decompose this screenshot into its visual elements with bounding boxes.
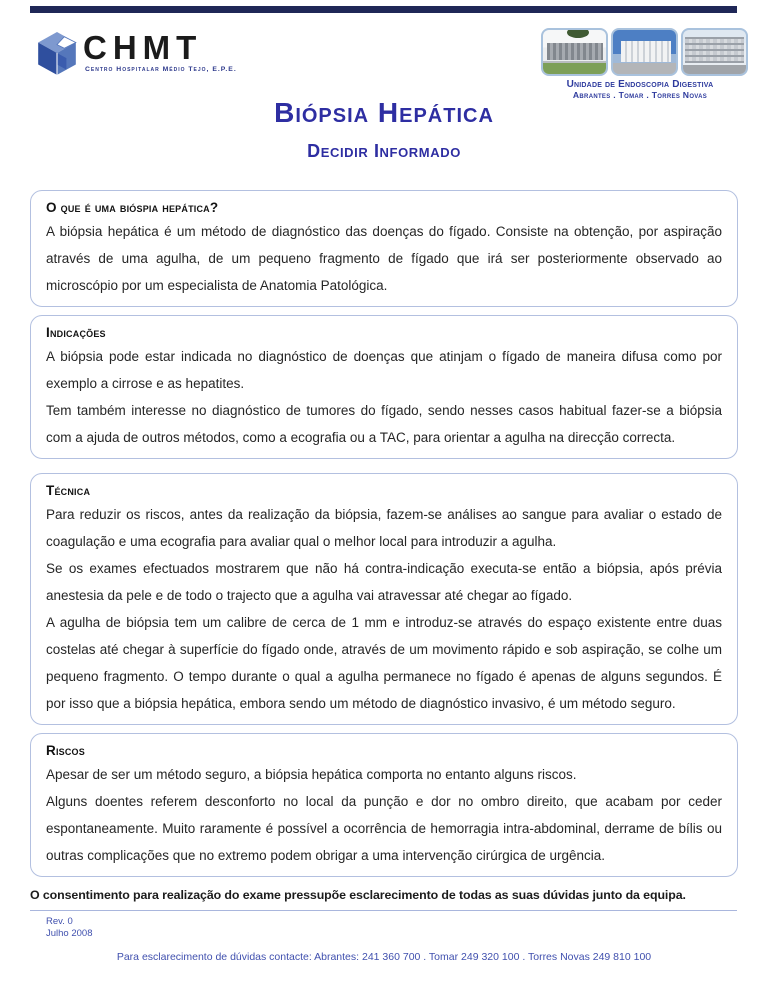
top-rule-bar xyxy=(30,6,737,13)
abrantes-hospital-photo xyxy=(541,28,608,76)
revision-number: Rev. 0 xyxy=(46,916,73,927)
section-paragraph: Alguns doentes referem desconforto no local da punção e dor no ombro direito, que acabam por ceder espontaneamente. Muito raramente é possível a ocorrência de hemorragia intra-abdominal, derrame de bílis ou outras complicações que no extremo podem obrigar a uma intervenção cirúrgica de urgência. xyxy=(46,794,722,863)
revision-date: Julho 2008 xyxy=(46,928,93,939)
unit-locations: Abrantes . Tomar . Torres Novas xyxy=(572,90,708,100)
brand-subtitle: Centro Hospitalar Médio Tejo, E.P.E. xyxy=(85,66,237,73)
section-paragraph: Se os exames efectuados mostrarem que não há contra-indicação executa-se então a biópsia, após prévia anestesia da pele e de todo o trajecto que a agulha vai atravessar até chegar ao fígado. xyxy=(46,561,722,603)
lawn-detail xyxy=(543,63,606,74)
ground-detail xyxy=(683,65,746,74)
hospital-photos xyxy=(532,28,748,76)
tomar-hospital-photo xyxy=(611,28,678,76)
section-paragraph: Para reduzir os riscos, antes da realização da biópsia, fazem-se análises ao sangue para avaliar o estado de coagulação e uma ecografia para avaliar qual o melhor local para introduzir a agulha. xyxy=(46,507,722,549)
brand-name: CHMT xyxy=(83,29,203,66)
section-heading: Técnica xyxy=(46,483,91,498)
building-detail xyxy=(621,41,671,62)
section-heading: O que é uma bióspia hepática? xyxy=(46,200,219,215)
footer-divider xyxy=(30,910,737,911)
section-paragraph: Tem também interesse no diagnóstico de tumores do fígado, sendo nesses casos habitual fazer-se a biópsia com a ajuda de outros métodos, como a ecografia ou a TAC, para orientar a agulha na direcção correcta. xyxy=(46,403,722,445)
section-what-is xyxy=(30,190,738,307)
torres-novas-hospital-photo xyxy=(681,28,748,76)
sections-container xyxy=(30,190,738,877)
tree-detail xyxy=(567,28,589,38)
section-technique xyxy=(30,473,738,725)
consent-statement: O consentimento para realização do exame pressupõe esclarecimento de todas as suas dúvidas junto da equipa. xyxy=(30,888,686,902)
page-title: Biópsia Hepática xyxy=(274,97,494,128)
building-detail xyxy=(547,43,603,60)
section-indications xyxy=(30,315,738,459)
section-paragraph: Apesar de ser um método seguro, a biópsia hepática comporta no entanto alguns riscos. xyxy=(46,767,577,782)
section-paragraph: A biópsia hepática é um método de diagnóstico das doenças do fígado. Consiste na obtenção, por aspiração através de uma agulha, de um pequeno fragmento de fígado que irá ser posteriormente observado ao microscópio por um especialista de Anatomia Patológica. xyxy=(46,224,722,293)
page-subtitle: Decidir Informado xyxy=(307,141,461,161)
endoscopy-unit-block xyxy=(532,28,748,100)
section-risks xyxy=(30,733,738,877)
building-detail xyxy=(685,37,744,63)
section-paragraph: A biópsia pode estar indicada no diagnóstico de doenças que atinjam o fígado de maneira difusa como por exemplo a cirrose e as hepatites. xyxy=(46,349,722,391)
chmt-cube-icon xyxy=(36,31,78,77)
section-paragraph: A agulha de biópsia tem um calibre de cerca de 1 mm e introduz-se através do espaço existente entre duas costelas até chegar à superfície do fígado onde, através de um movimento rápido e sob aspiração, se colhe um pequeno fragmento. O tempo durante o qual a agulha permanece no fígado é apenas de alguns segundos. É por isso que a biópsia hepática, embora sendo um método de diagnóstico invasivo, é um método seguro. xyxy=(46,615,722,711)
chmt-logo xyxy=(36,31,237,77)
ground-detail xyxy=(613,63,676,74)
section-heading: Indicações xyxy=(46,325,106,340)
revision-block xyxy=(46,916,92,940)
contact-line: Para esclarecimento de dúvidas contacte: Abrantes: 241 360 700 . Tomar 249 320 100 . Torres Novas 249 810 100 xyxy=(116,951,652,963)
section-heading: Riscos xyxy=(46,743,85,758)
unit-name: Unidade de Endoscopia Digestiva xyxy=(566,79,714,90)
